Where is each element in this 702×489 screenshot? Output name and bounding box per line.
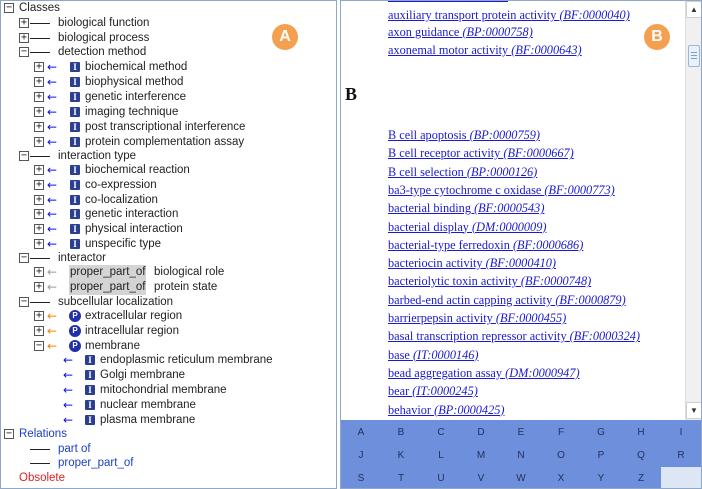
scroll-down-arrow-icon[interactable]: ▼ xyxy=(686,402,702,419)
glossary-term-link[interactable] xyxy=(388,7,630,23)
relation-arrow-icon: ← xyxy=(63,353,74,367)
tree-node-label: Golgi membrane xyxy=(100,369,186,381)
term-code: (BF:0000324) xyxy=(569,329,641,344)
glossary-term-link[interactable] xyxy=(388,365,580,381)
property-icon: P xyxy=(69,340,81,352)
panel-b-badge: B xyxy=(644,24,670,50)
term-name: base xyxy=(388,347,413,362)
term-name: bacterial display xyxy=(388,219,472,234)
alphabet-letter-v[interactable]: V xyxy=(477,473,485,484)
expand-toggle-icon[interactable]: + xyxy=(35,281,43,292)
relation-arrow-icon: ← xyxy=(47,207,58,222)
term-name: basal transcription repressor activity xyxy=(388,329,570,344)
alphabet-empty-cell xyxy=(661,467,701,489)
clipped-term-edge xyxy=(388,1,508,2)
tree-node-interactor-child[interactable] xyxy=(1,280,336,295)
tree-node-label: detection method xyxy=(58,46,147,58)
tree-node-obsolete[interactable] xyxy=(1,471,336,486)
term-name: behavior xyxy=(388,402,435,417)
collapse-toggle-icon[interactable]: − xyxy=(35,340,43,351)
term-code: (BF:0000667) xyxy=(503,146,574,161)
glossary-term-link[interactable] xyxy=(388,200,544,216)
glossary-term-link[interactable] xyxy=(388,255,556,271)
panel-a-badge: A xyxy=(272,24,298,50)
relation-arrow-icon: ← xyxy=(47,90,58,104)
tree-node-detection-child[interactable] xyxy=(1,90,336,105)
expand-toggle-icon[interactable]: + xyxy=(35,208,43,220)
tree-node-relation-part-of[interactable] xyxy=(1,442,336,457)
term-name: bead aggregation assay xyxy=(388,365,506,380)
tree-node-membrane-child[interactable] xyxy=(1,413,336,428)
tree-node-label: co-localization xyxy=(85,193,158,206)
class-icon: I xyxy=(70,239,80,249)
glossary-term-link[interactable] xyxy=(388,402,504,418)
term-name: axonemal motor activity xyxy=(388,43,512,57)
alphabet-letter-g[interactable]: G xyxy=(597,427,605,438)
connector-line xyxy=(30,302,50,303)
term-code: (BP:0000758) xyxy=(462,25,533,39)
tree-node-classes[interactable] xyxy=(1,1,336,16)
property-icon: P xyxy=(69,325,81,337)
tree-node-label: biological function xyxy=(58,17,150,29)
tree-node-label: protein complementation assay xyxy=(85,136,245,148)
term-code: (BP:0000425) xyxy=(434,402,505,417)
relation-arrow-icon: ← xyxy=(47,177,58,192)
collapse-toggle-icon[interactable]: − xyxy=(20,46,28,57)
tree-node-label: membrane xyxy=(85,340,140,352)
tree-node-label: post transcriptional interference xyxy=(85,121,246,133)
glossary-term-link[interactable] xyxy=(388,328,640,344)
alphabet-letter-w[interactable]: W xyxy=(516,473,526,484)
alphabet-letter-q[interactable]: Q xyxy=(637,450,645,461)
term-code: (BF:0000686) xyxy=(512,237,584,252)
glossary-term-link[interactable] xyxy=(388,145,574,161)
tree-node-membrane-child[interactable] xyxy=(1,383,336,398)
expand-toggle-icon[interactable]: + xyxy=(35,266,43,277)
term-name: auxiliary transport protein activity xyxy=(388,8,560,22)
expand-toggle-icon[interactable]: + xyxy=(35,106,43,117)
alphabet-letter-s[interactable]: S xyxy=(357,473,365,484)
tree-node-detection-child[interactable] xyxy=(1,105,336,120)
tree-node-intracellular-region[interactable] xyxy=(1,324,336,339)
glossary-term-link[interactable] xyxy=(388,273,591,289)
tree-node-label: nuclear membrane xyxy=(100,399,196,411)
tree-node-membrane[interactable] xyxy=(1,339,336,354)
expand-toggle-icon[interactable]: + xyxy=(35,136,43,147)
glossary-term-link[interactable] xyxy=(388,383,478,399)
relation-arrow-icon: ← xyxy=(47,339,58,353)
connector-line xyxy=(30,52,50,53)
relation-arrow-icon: ← xyxy=(47,135,58,149)
expand-toggle-icon[interactable]: + xyxy=(35,91,43,102)
relation-arrow-icon: ← xyxy=(47,265,58,279)
tree-node-interactor-child[interactable] xyxy=(1,265,336,280)
class-icon: I xyxy=(70,165,80,175)
relation-label: proper_part_of xyxy=(70,281,146,293)
tree-node-label: protein state xyxy=(154,281,218,293)
collapse-toggle-icon[interactable]: − xyxy=(5,2,13,13)
vertical-scrollbar[interactable] xyxy=(685,1,702,420)
tree-node-extracellular-region[interactable] xyxy=(1,309,336,324)
class-icon: I xyxy=(70,62,80,72)
relation-arrow-icon: ← xyxy=(63,368,74,382)
alphabet-letter-u[interactable]: U xyxy=(437,473,445,484)
glossary-term-link[interactable] xyxy=(388,237,583,253)
relation-arrow-icon: ← xyxy=(47,75,58,89)
alphabet-letter-p[interactable]: P xyxy=(597,450,605,461)
tree-node-relation-proper-part-of[interactable] xyxy=(1,456,336,471)
relation-arrow-icon: ← xyxy=(47,192,58,207)
class-icon: I xyxy=(85,370,95,380)
glossary-term-link[interactable] xyxy=(388,24,533,40)
tree-node-interaction-type[interactable] xyxy=(1,149,336,164)
alphabet-letter-b[interactable]: B xyxy=(397,427,405,438)
expand-toggle-icon[interactable]: + xyxy=(35,76,43,87)
relation-arrow-icon: ← xyxy=(47,237,58,251)
alphabet-letter-c[interactable]: C xyxy=(437,427,445,438)
term-code: (BF:0000455) xyxy=(495,311,567,325)
alphabet-letter-n[interactable]: N xyxy=(517,450,525,461)
alphabet-letter-y[interactable]: Y xyxy=(597,473,605,484)
tree-node-label: biological process xyxy=(58,32,150,44)
relation-arrow-icon: ← xyxy=(63,413,74,427)
relation-arrow-icon: ← xyxy=(63,383,74,397)
tree-node-detection-child[interactable] xyxy=(1,120,336,135)
alphabet-letter-o[interactable]: O xyxy=(557,450,565,461)
alphabet-letter-f[interactable]: F xyxy=(557,427,565,438)
class-icon: I xyxy=(70,209,80,219)
class-icon: I xyxy=(70,195,80,205)
connector-line xyxy=(30,156,50,157)
expand-toggle-icon[interactable]: + xyxy=(35,164,43,175)
tree-node-interaction-child[interactable] xyxy=(1,207,336,222)
tree-node-label: mitochondrial membrane xyxy=(100,384,227,396)
term-name: bacterial-type ferredoxin xyxy=(388,237,513,252)
class-icon: I xyxy=(85,400,95,410)
relation-arrow-icon: ← xyxy=(47,163,58,177)
alphabet-letter-j[interactable]: J xyxy=(358,450,364,461)
tree-node-label: biochemical method xyxy=(85,61,188,73)
alphabet-letter-x[interactable]: X xyxy=(557,473,565,484)
tree-node-label: unspecific type xyxy=(85,238,162,250)
alphabet-letter-e[interactable]: E xyxy=(517,427,525,438)
tree-node-label: endoplasmic reticulum membrane xyxy=(100,354,273,366)
term-code: (BF:0000410) xyxy=(485,256,557,271)
ontology-tree-panel xyxy=(0,0,337,489)
alphabet-letter-d[interactable]: D xyxy=(477,427,485,438)
tree-node-label: intracellular region xyxy=(85,325,179,337)
glossary-content xyxy=(341,1,684,420)
tree-node-label: proper_part_of xyxy=(58,457,134,469)
tree-node-interactor[interactable] xyxy=(1,251,336,266)
term-code: (BF:0000040) xyxy=(559,8,630,22)
expand-toggle-icon[interactable]: + xyxy=(35,121,43,132)
tree-node-label: biological role xyxy=(154,266,225,278)
term-code: (BF:0000879) xyxy=(555,292,626,307)
term-name: B cell selection xyxy=(388,164,467,179)
collapse-toggle-icon[interactable]: − xyxy=(20,150,28,161)
alphabet-letter-z[interactable]: Z xyxy=(637,473,645,484)
relation-label: proper_part_of xyxy=(70,266,146,278)
glossary-term-link[interactable] xyxy=(388,127,540,143)
tree-node-label: Classes xyxy=(19,2,60,14)
glossary-term-link[interactable] xyxy=(388,310,566,326)
tree-node-label: imaging technique xyxy=(85,106,179,118)
class-icon: I xyxy=(70,77,80,87)
tree-node-label: genetic interaction xyxy=(85,208,179,221)
tree-node-relations[interactable] xyxy=(1,427,336,442)
term-code: (BF:0000748) xyxy=(520,274,592,289)
term-name: ba3-type cytochrome c oxidase xyxy=(388,182,545,197)
tree-node-subcellular-localization[interactable] xyxy=(1,295,336,310)
relation-arrow-icon: ← xyxy=(47,309,58,323)
expand-toggle-icon[interactable]: + xyxy=(35,178,43,190)
relation-arrow-icon: ← xyxy=(47,105,58,119)
class-icon: I xyxy=(70,224,80,234)
connector-line xyxy=(30,463,50,464)
term-name: bacteriolytic toxin activity xyxy=(388,274,521,289)
relation-arrow-icon: ← xyxy=(47,324,58,338)
expand-toggle-icon[interactable]: + xyxy=(35,193,43,205)
expand-toggle-icon[interactable]: + xyxy=(35,310,43,321)
tree-node-label: extracellular region xyxy=(85,310,183,322)
term-code: (BF:0000773) xyxy=(544,182,615,197)
tree-node-label: interaction type xyxy=(58,150,136,162)
expand-toggle-icon[interactable]: + xyxy=(35,325,43,336)
class-icon: I xyxy=(85,415,95,425)
term-name: bacterial binding xyxy=(388,201,475,216)
tree-node-interaction-child[interactable] xyxy=(1,222,336,237)
alphabet-letter-r[interactable]: R xyxy=(677,450,685,461)
alphabet-letter-m[interactable]: M xyxy=(476,450,486,461)
tree-node-label: biophysical method xyxy=(85,76,184,88)
expand-toggle-icon[interactable]: + xyxy=(35,238,43,249)
tree-node-label: genetic interference xyxy=(85,91,187,103)
alphabet-letter-a[interactable]: A xyxy=(357,427,365,438)
term-code: (BF:0000643) xyxy=(511,43,582,57)
class-icon: I xyxy=(70,92,80,102)
scroll-up-arrow-icon[interactable]: ▲ xyxy=(686,1,702,18)
term-name: barrierpepsin activity xyxy=(388,311,496,325)
term-name: barbed-end actin capping activity xyxy=(388,292,556,307)
term-name: axon guidance xyxy=(388,25,463,39)
class-icon: I xyxy=(70,107,80,117)
glossary-term-link[interactable] xyxy=(388,219,546,235)
connector-line xyxy=(30,258,50,259)
class-icon: I xyxy=(85,355,95,365)
class-icon: I xyxy=(85,385,95,395)
tree-node-label: subcellular localization xyxy=(58,296,174,308)
tree-node-label: co-expression xyxy=(85,178,157,191)
connector-line xyxy=(30,23,50,24)
relation-arrow-icon: ← xyxy=(47,120,58,134)
tree-node-label: interactor xyxy=(58,252,106,264)
alphabet-letter-k[interactable]: K xyxy=(397,450,405,461)
expand-toggle-icon[interactable]: + xyxy=(35,61,43,72)
term-name: bear xyxy=(388,384,413,399)
tree-node-label: plasma membrane xyxy=(100,414,196,426)
relation-arrow-icon: ← xyxy=(47,60,58,74)
tree-node-membrane-child[interactable] xyxy=(1,368,336,383)
tree-node-label: biochemical reaction xyxy=(85,164,190,176)
property-icon: P xyxy=(69,310,81,322)
class-icon: I xyxy=(70,180,80,190)
relation-arrow-icon: ← xyxy=(47,222,58,237)
tree-node-label: part of xyxy=(58,443,91,455)
connector-line xyxy=(30,38,50,39)
relation-arrow-icon: ← xyxy=(63,398,74,412)
tree-node-label: Relations xyxy=(19,428,67,440)
scrollbar-thumb[interactable] xyxy=(688,45,700,67)
expand-toggle-icon[interactable]: + xyxy=(35,223,43,235)
tree-node-label: Obsolete xyxy=(19,472,66,484)
term-code: (BP:0000126) xyxy=(466,164,538,179)
tree-node-interaction-child[interactable] xyxy=(1,193,336,208)
tree-node-interaction-child[interactable] xyxy=(1,237,336,252)
tree-node-interaction-child[interactable] xyxy=(1,163,336,178)
tree-node-label: physical interaction xyxy=(85,223,183,236)
alphabet-letter-l[interactable]: L xyxy=(438,450,444,461)
tree-node-detection-child[interactable] xyxy=(1,75,336,90)
collapse-toggle-icon[interactable]: − xyxy=(5,428,13,439)
class-icon: I xyxy=(70,122,80,132)
alphabet-letter-h[interactable]: H xyxy=(637,427,645,438)
term-code: (DM:0000947) xyxy=(505,365,580,380)
tree-node-detection-child[interactable] xyxy=(1,135,336,150)
term-code: (BP:0000759) xyxy=(469,128,540,142)
term-code: (IT:0000146) xyxy=(412,347,479,362)
tree-node-membrane-child[interactable] xyxy=(1,398,336,413)
term-code: (IT:0000245) xyxy=(412,384,478,399)
connector-line xyxy=(30,449,50,450)
expand-toggle-icon[interactable]: + xyxy=(20,32,28,43)
term-name: bacteriocin activity xyxy=(388,256,486,271)
tree-node-detection-child[interactable] xyxy=(1,60,336,75)
expand-toggle-icon[interactable]: + xyxy=(20,17,28,28)
tree-node-membrane-child[interactable] xyxy=(1,353,336,368)
alphabet-index-bar xyxy=(341,420,701,489)
tree-node-interaction-child[interactable] xyxy=(1,178,336,193)
glossary-panel xyxy=(340,0,702,489)
term-code: (DM:0000009) xyxy=(472,219,547,234)
term-code: (BF:0000543) xyxy=(474,201,545,216)
glossary-term-link[interactable] xyxy=(388,182,615,198)
glossary-term-link[interactable] xyxy=(388,347,479,363)
alphabet-letter-i[interactable]: I xyxy=(679,427,683,438)
relation-arrow-icon: ← xyxy=(47,280,58,294)
collapse-toggle-icon[interactable]: − xyxy=(20,252,28,263)
term-name: B cell receptor activity xyxy=(388,146,504,161)
glossary-term-link[interactable] xyxy=(388,42,582,58)
glossary-term-link[interactable] xyxy=(388,164,537,180)
class-icon: I xyxy=(70,137,80,147)
collapse-toggle-icon[interactable]: − xyxy=(20,296,28,307)
section-letter-heading: B xyxy=(345,84,358,104)
glossary-term-link[interactable] xyxy=(388,292,626,308)
term-name: B cell apoptosis xyxy=(388,128,470,142)
alphabet-letter-t[interactable]: T xyxy=(397,473,405,484)
